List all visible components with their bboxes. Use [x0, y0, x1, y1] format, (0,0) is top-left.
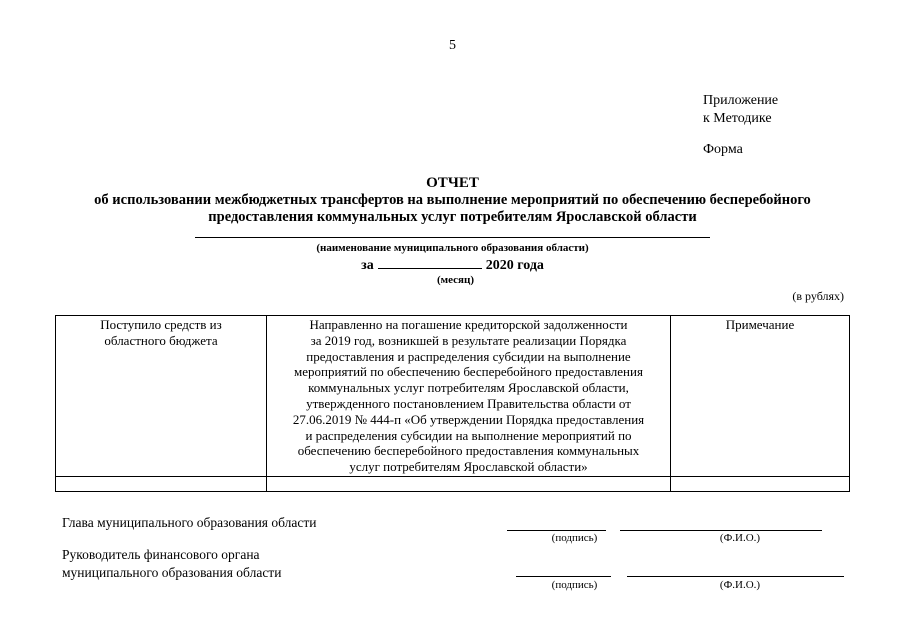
head-name-line[interactable] [620, 530, 822, 531]
subtitle-line-1: об использовании межбюджетных трансфертов на выполнение мероприятий по обеспечению бесперебойного [94, 192, 811, 208]
report-title: ОТЧЕТ [426, 175, 479, 191]
header-text-line: утвержденного постановлением Правительства области от [306, 395, 631, 411]
header-text-line: Направленно на погашение кредиторской задолженности [309, 317, 628, 332]
head-signature-line[interactable] [507, 530, 606, 531]
finance-name-line[interactable] [627, 576, 844, 577]
month-blank-line [378, 256, 482, 269]
header-text-line: за 2019 год, возникшей в результате реализации Порядка [310, 332, 627, 348]
finance-label-line-2: муниципального образования области [62, 565, 282, 580]
report-subtitle [0, 192, 905, 226]
finance-signature-caption: (подпись) [551, 579, 598, 591]
table-cell[interactable] [267, 476, 671, 491]
finance-signature-line[interactable] [516, 576, 611, 577]
table-cell[interactable] [671, 476, 850, 491]
table-header-row [56, 316, 850, 477]
finance-label-line-1: Руководитель финансового органа [62, 547, 260, 562]
subtitle-line-2: предоставления коммунальных услуг потребителям Ярославской области [208, 209, 697, 225]
header-text-line: предоставления и распределения субсидии на выполнение [306, 348, 631, 364]
header-debt-repayment [267, 316, 671, 477]
period-prefix: за [361, 258, 374, 273]
header-received-funds [56, 316, 267, 477]
annex-note [703, 92, 778, 128]
header-text-line: мероприятий по обеспечению бесперебойного предоставления [294, 364, 643, 380]
municipality-name-line [195, 237, 710, 238]
form-label: Форма [703, 142, 743, 157]
header-text-line: и распределения субсидии на выполнение мероприятий по [305, 427, 632, 443]
finance-name-caption: (Ф.И.О.) [719, 579, 761, 591]
header-text-line: услуг потребителям Ярославской области» [349, 459, 588, 475]
municipality-caption: (наименование муниципального образования области) [316, 242, 589, 254]
header-text-line: коммунальных услуг потребителям Ярославской области, [308, 380, 629, 396]
head-signature-label: Глава муниципального образования области [62, 515, 317, 530]
period-line [0, 256, 905, 274]
table-cell[interactable] [56, 476, 267, 491]
header-text-line: 27.06.2019 № 444-п «Об утверждении Порядка предоставления [292, 411, 645, 427]
annex-line-2: к Методике [703, 111, 772, 126]
header-text-line: Примечание [725, 317, 795, 332]
period-suffix: 2020 года [485, 258, 544, 273]
header-text-line: Поступило средств из [100, 317, 222, 332]
header-text-line: обеспечению бесперебойного предоставления коммунальных [297, 443, 640, 459]
header-note [671, 316, 850, 477]
report-table [55, 315, 850, 492]
annex-line-1: Приложение [703, 93, 779, 108]
page-number: 5 [449, 38, 456, 53]
head-name-caption: (Ф.И.О.) [719, 532, 761, 544]
head-signature-caption: (подпись) [551, 532, 598, 544]
finance-signature-label [62, 546, 281, 582]
units-note: (в рублях) [792, 289, 844, 303]
table-row [56, 476, 850, 491]
header-text-line: областного бюджета [104, 332, 218, 348]
month-caption: (месяц) [436, 274, 474, 286]
